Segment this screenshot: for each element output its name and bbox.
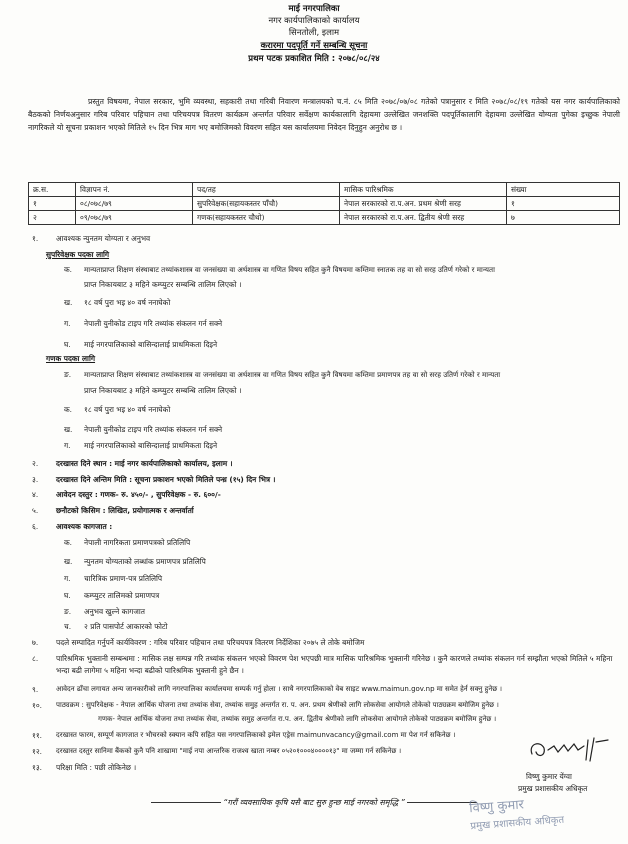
table-header-cell: विज्ञापन नं. — [76, 183, 193, 197]
item-number: ६. — [32, 522, 39, 531]
item-number: ७. — [32, 638, 39, 647]
item-number: १३. — [32, 763, 43, 772]
item-letter: ख. — [64, 425, 73, 434]
item-letter: क. — [64, 405, 73, 414]
document-item: नेपाली नागरिकता प्रमाणपत्रको प्रतिलिपि — [84, 538, 191, 547]
document-item: कम्प्युटर तालिमको प्रमाणपत्र — [84, 591, 160, 600]
vacancy-table — [28, 182, 620, 225]
table-cell: १ — [29, 197, 76, 211]
email-submission: दरखास्त फारम, सम्पूर्ण कागजात र भौचरको स्क्यान कपि सहित यस नगरपालिकाको इमेल एड्रेस maimunvacancy@gmail.com मा पेश गर्न सकिनेछ । — [56, 731, 456, 739]
syllabus-supervisor: पाठ्यक्रम : सुपरिवेक्षक - नेपाल आर्थिक योजना तथा तथ्यांक सेवा, तथ्यांक समुह अन्तर्गत रा. प. अन. प्रथम श्रेणीको लागि लोकसेवा आयोगले तोकेको पाठ्यक्रम बमोजिम हुनेछ । — [56, 701, 499, 709]
supervisor-age: १८ वर्ष पुरा भइ ४० वर्ष ननाघेको — [84, 298, 171, 307]
table-cell: नेपाल सरकारको रा.प.अन. प्रथम श्रेणी सरह — [340, 197, 507, 211]
job-description: पदले सम्पादित गर्नुपर्ने कार्यविवरण : गरिब परिवार पहिचान तथा परिचयपत्र वितरण निर्देशिका २०७५ ले तोके बमोजिम — [56, 638, 365, 647]
table-row — [29, 197, 620, 211]
item-number: १२. — [32, 747, 43, 756]
table-cell: सुपरिवेक्षक(सहायकस्तर पाँचौ) — [193, 197, 340, 211]
table-header-cell: संख्या — [507, 183, 620, 197]
supervisor-qualification-cont: प्राप्त निकायबाट ३ महिने कम्प्युटर सम्बन्धि तालिम लिएको । — [84, 280, 242, 289]
exam-date: परिक्षा मिति : पछी तोकिनेछ । — [56, 763, 137, 772]
more-info: आवेदन ढाँचा लगायत अन्य जानकारीको लागि नगरपालिका कार्यालयमा सम्पर्क गर्नु होला । साथै नगरपालिकाको वेब साइट www.maimun.gov.np मा समेत हेर्न सक्नु हुनेछ । — [56, 685, 502, 693]
item-letter: ख. — [64, 298, 73, 307]
enumerator-unicode: नेपाली युनीकोड टाइप गरि तथ्यांक संकलन गर्न सक्ने — [84, 425, 223, 434]
office-place: सिनतोली, इलाम — [288, 28, 340, 38]
application-deadline: दरखास्त दिने अन्तिम मिति : सूचना प्रकाशन भएको मितिले पन्ध्र (१५) दिन भित्र । — [56, 475, 276, 484]
item-number: २. — [32, 459, 39, 468]
item-letter: ग. — [64, 574, 71, 583]
document-item: चारित्रिक प्रमाण-पत्र प्रतिलिपि — [84, 574, 163, 583]
table-header-cell: क्र.स. — [29, 183, 76, 197]
table-cell: १ — [507, 197, 620, 211]
signatory-name: विष्णु कुमार येंग्वा — [526, 772, 572, 781]
enumerator-priority: माई नगरपालिकाको बासिन्दालाई प्राथमिकता दिइने — [84, 441, 218, 450]
item-number: ४. — [32, 490, 39, 499]
supervisor-priority: माई नगरपालिकाको बासिन्दालाई प्राथमिकता दिइने — [84, 340, 218, 349]
table-header-row — [29, 183, 620, 197]
item-number: ५. — [32, 506, 39, 515]
syllabus-enumerator: गणक- नेपाल आर्थिक योजना तथा तथ्यांक सेवा, तथ्यांक समुह अन्तर्गत रा.प. अन. द्वितीय श्रेणीको लागि लोकसेवा आयोगले तोकेको पाठ्यक्रम बमोजिम हुनेछ । — [98, 715, 497, 723]
item-number: १०. — [32, 701, 43, 710]
item-number: १. — [32, 234, 39, 243]
supervisor-unicode: नेपाली युनीकोड टाइप गरि तथ्यांक संकलन गर्न सक्ने — [84, 319, 223, 328]
table-cell: गणक(सहायकस्तर चौथो) — [193, 211, 340, 225]
supervisor-heading: सुपरिवेक्षक पदका लागि — [46, 250, 110, 259]
signatory-designation: प्रमुख प्रशासकीय अधिकृत — [518, 784, 588, 793]
document-item: न्युनतम योग्यताको लब्धांक प्रमाणपत्र प्रतिलिपि — [84, 557, 206, 566]
item-letter: क. — [64, 538, 73, 547]
enumerator-heading: गणक पदका लागि — [46, 354, 96, 363]
payment-terms: पारिश्रमिक भुक्तानी सम्बन्धमा : मासिक लक्ष सम्पन्न गरि तथ्यांक संकलन भएको विवरण पेश भएपछी मात्र मासिक पारिश्रमिक भुक्तानी गरिनेछ । कुनै कारणले तथ्यांक संकलन गर्न सम्झौता भएको मितिले ५ महिना भन्दा बढी लागेमा ५ महिना भन्दा बढीको पारिश्रमिक भुक्तानी हुने छैन । — [56, 654, 613, 675]
table-cell: नेपाल सरकारको रा.प.अन. द्वितीय श्रेणी सरह — [340, 211, 507, 225]
supervisor-qualification: मान्यताप्राप्त शिक्षण संस्थाबाट तथ्यांकशास्त्र वा जनसंख्या वा अर्थशास्त्र वा गणित विषय सहित कुनै विषयमा कम्तिमा स्नातक तह वा सो सरह उतिर्ण गरेको र मान्यता — [84, 265, 495, 274]
official-stamp — [469, 790, 622, 844]
document-item: अनुभव खुल्ने कागजात — [84, 607, 145, 616]
table-row — [29, 211, 620, 225]
enumerator-age: १८ वर्ष पुरा भइ ४० वर्ष ननाघेको — [84, 405, 171, 414]
office-name: नगर कार्यपालिकाको कार्यालय — [268, 16, 360, 26]
intro-paragraph: प्रस्तुत विषयमा, नेपाल सरकार, भुमि व्यवस्था, सहकारी तथा गरिबी निवारण मन्त्रालयको च.नं. ८५ मिति २०७८/०७/०८ गतेको पत्रानुसार र मिति २०७८/०८/१९ गतेको यस नगर कार्यपालिकाको बैठकको निर्णयअनुसार गरिब परिवार पहिचान तथा परिचयपत्र वितरण कार्यक्रम अन्तर्गत परिवार सर्वेक्षण कार्यकालागि देहायमा उल्लेखित जनशक्ति पदपूर्तिकालागि देहायमा उल्लेखित योग्यता पुगेका इच्छुक नेपाली नागरिकले यो सूचना प्रकाशन भएको मितिले १५ दिन भित्र माग भए बमोजिमको विवरण सहित यस कार्यालयमा निवेदन दिनुहुन अनुरोध छ । — [28, 97, 620, 132]
notice-title: करारमा पदपूर्ति गर्ने सम्बन्धि सूचना — [260, 41, 368, 51]
signature-scribble — [524, 734, 616, 764]
item-number: ९. — [32, 685, 39, 694]
item-letter: ख. — [64, 557, 73, 566]
item-number: ८. — [32, 654, 39, 663]
table-cell: २ — [29, 211, 76, 225]
item-number: ११. — [32, 731, 43, 740]
item-letter: च. — [64, 622, 72, 631]
document-item: २ प्रति पासपोर्ट आकारको फोटो — [84, 622, 168, 631]
fee-deposit: दरखास्त दस्तुर सानिमा बैंकको कुनै पनि शाखामा "माई नपा आन्तरिक राजश्व खाता नम्बर ०५२०१०००४००००१३" मा जम्मा गर्न सकिनेछ । — [56, 747, 402, 755]
stamp-line: विष्णु कुमार — [468, 797, 525, 817]
stamp-line: प्रमुख प्रशासकीय अधिकृत — [470, 814, 565, 833]
enumerator-qualification-cont: प्राप्त निकायबाट ३ महिने कम्प्युटर सम्बन्धि तालिम लिएको । — [84, 386, 242, 395]
item-letter: घ. — [64, 340, 71, 349]
application-fee: आवेदन दस्तुर : गणक- रु. ४५०/- , सुपरिवेक्षक - रु. ६००/- — [56, 490, 221, 499]
item-number: ३. — [32, 475, 39, 484]
enumerator-qualification: मान्यताप्राप्त शिक्षण संस्थाबाट तथ्यांकशास्त्र वा जनसंख्या वा अर्थशास्त्र वा गणित विषय सहित कुनै विषयमा कम्तिमा प्रमाणपत्र तह वा सो सरह उतिर्ण गरेको र मान्यता — [84, 370, 501, 379]
table-header-cell: मासिक पारिश्रमिक — [340, 183, 507, 197]
municipality-name: माई नगरपालिका — [288, 4, 340, 14]
footer-slogan-text: “गरौं व्यवसायिक कृषि यसै बाट सुरु हुन्छ माई नगरको समृद्धि ” — [223, 798, 405, 807]
table-cell: ०८/०७८/७९ — [76, 197, 193, 211]
table-cell: ०९/०७८/७९ — [76, 211, 193, 225]
item-letter: ङ. — [64, 607, 72, 616]
selection-method: छनौटको किसिम : लिखित, प्रयोगात्मक र अन्तर्वार्ता — [56, 506, 194, 515]
item-letter: ग. — [64, 319, 71, 328]
publish-date: प्रथम पटक प्रकाशित मिति : २०७८/०८/२४ — [248, 54, 380, 64]
qualification-title: आवश्यक न्युनतम योग्यता र अनुभव — [56, 234, 151, 243]
item-letter: घ. — [64, 591, 71, 600]
item-letter: ङ. — [64, 370, 72, 379]
item-letter: ग. — [64, 441, 71, 450]
table-cell: ७ — [507, 211, 620, 225]
application-place: दरखास्त दिने स्थान : माई नगर कार्यपालिकाको कार्यालय, इलाम । — [56, 459, 233, 468]
item-letter: क. — [64, 265, 73, 274]
table-header-cell: पद/तह — [193, 183, 340, 197]
required-documents-title: आवश्यक कागजात : — [56, 522, 113, 531]
